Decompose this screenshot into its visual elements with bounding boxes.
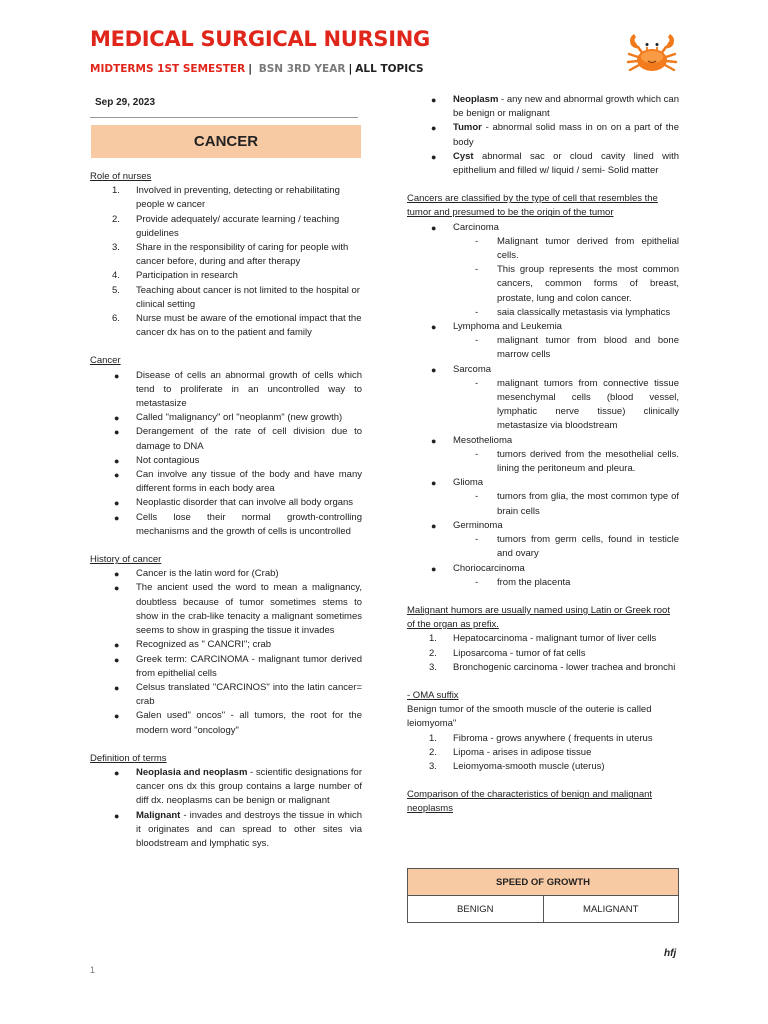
sub-list-item: - from the placenta	[407, 576, 679, 590]
sub-list-item: - Malignant tumor derived from epithelial cells.	[407, 235, 679, 263]
list-item: 3. Bronchogenic carcinoma - lower trachea and bronchi	[429, 661, 676, 673]
term-definition: - scientific designations for cancer ons dx this group contains a large number of diff dx. neoplasms can be benign or malignant	[136, 766, 362, 807]
bullet-icon: ●	[431, 95, 437, 105]
list-item: ● Cells lose their normal growth-controlling mechanisms and the growth of cells is uncontrolled	[90, 511, 362, 539]
sub-list-item: - tumors from germ cells, found in testicle and ovary	[407, 533, 679, 561]
dash-icon: -	[475, 235, 479, 247]
list-item: ● Galen used" oncos" - all tumors, the root for the modern word "oncology"	[90, 709, 362, 737]
list-item: 4. Participation in research	[112, 270, 238, 282]
dash-icon: -	[475, 448, 479, 460]
list-item: ● Called "malignancy" orl "neoplanm" (new growth)	[90, 411, 362, 425]
cancer-list	[90, 369, 362, 539]
dash-icon: -	[475, 335, 479, 347]
dash-icon: -	[475, 576, 479, 588]
bullet-icon: ●	[114, 654, 120, 665]
oma-heading: - OMA suffix	[407, 689, 459, 701]
divider	[90, 117, 358, 118]
role-of-nurses-heading: Role of nurses	[90, 171, 152, 182]
naming-list	[407, 632, 679, 675]
bullet-icon: ●	[114, 711, 120, 722]
bullet-icon: ●	[114, 583, 120, 594]
bullet-icon: ●	[114, 427, 120, 438]
list-item: ● Disease of cells an abnormal growth of cells which tend to proliferate in an uncontrolled way to metastasize	[90, 369, 362, 412]
bullet-icon: ●	[431, 222, 437, 233]
bullet-icon: ●	[431, 151, 437, 162]
definitions-heading: Definition of terms	[90, 752, 167, 764]
subtitle-topics: ALL TOPICS	[355, 63, 424, 75]
term: Neoplasm	[453, 94, 499, 105]
section-title-cancer: CANCER	[91, 125, 361, 158]
term: Tumor	[453, 122, 482, 134]
list-item: ● Derangement of the rate of cell division due to damage to DNA	[90, 425, 362, 453]
bullet-icon: ●	[431, 520, 437, 531]
list-item: 3. Share in the responsibility of caring for people with cancer before, during and after therapy	[112, 242, 349, 268]
author-signature: hfj	[664, 948, 677, 959]
oma-intro: Benign tumor of the smooth muscle of the outerie is called leiomyoma"	[407, 704, 652, 730]
table-cell-benign: BENIGN	[408, 896, 544, 923]
list-item	[407, 121, 679, 149]
subtitle-year: BSN 3RD YEAR	[258, 63, 346, 75]
definitions-list	[90, 766, 362, 851]
table-row	[408, 869, 679, 896]
bullet-icon: ●	[114, 810, 120, 821]
sub-list-item: - malignant tumors from connective tissue mesenchymal cells (blood vessel, lymphatic nerve tissue) clinically metastasize via bloodstream	[407, 377, 679, 434]
subtitle-term: MIDTERMS 1ST SEMESTER	[90, 63, 246, 75]
list-item: ● Not contagious	[90, 454, 362, 468]
document-subtitle	[90, 63, 424, 75]
bullet-icon: ●	[431, 563, 437, 574]
table-row	[408, 896, 679, 923]
dash-icon: -	[475, 491, 479, 503]
left-column	[90, 170, 362, 851]
history-list	[90, 567, 362, 737]
list-item: ● Recognized as " CANCRI"; crab	[90, 638, 362, 652]
list-item: 1. Hepatocarcinoma - malignant tumor of liver cells	[429, 633, 657, 645]
subtitle-separator: |	[248, 63, 253, 75]
history-heading: History of cancer	[90, 554, 162, 566]
naming-heading: Malignant humors are usually named using Latin or Greek root of the organ as prefix.	[407, 604, 670, 631]
dash-icon: -	[475, 377, 479, 389]
bullet-icon: ●	[431, 435, 437, 446]
subtitle-separator: |	[348, 63, 353, 75]
oma-list	[407, 732, 679, 775]
list-item: ● Cancer is the latin word for (Crab)	[90, 567, 362, 581]
list-item	[90, 809, 362, 852]
list-item: 6. Nurse must be aware of the emotional impact that the cancer dx has on to the patient and family	[112, 313, 362, 339]
term-definition: - abnormal solid mass in on on a part of the body	[453, 122, 679, 148]
bullet-icon: ●	[114, 470, 120, 481]
dash-icon: -	[475, 534, 479, 546]
list-item	[90, 766, 362, 809]
bullet-icon: ●	[114, 413, 120, 424]
term: Malignant	[136, 809, 181, 821]
sub-list-item: - tumors from glia, the most common type of brain cells	[407, 490, 679, 518]
list-item: ● Mesothelioma	[407, 434, 679, 448]
list-item: ● Glioma	[407, 476, 679, 490]
bullet-icon: ●	[114, 682, 120, 693]
definitions-list-continued	[407, 93, 679, 178]
table-title: SPEED OF GROWTH	[408, 869, 679, 896]
sub-list-item: - tumors derived from the mesothelial cells. lining the peritoneum and pleura.	[407, 448, 679, 476]
bullet-icon: ●	[431, 478, 437, 489]
sub-list-item: - saia classically metastasis via lymphatics	[407, 306, 679, 320]
bullet-icon: ●	[114, 498, 120, 509]
list-item: ● Neoplastic disorder that can involve all body organs	[90, 496, 362, 510]
bullet-icon: ●	[114, 569, 120, 580]
list-item: 2. Provide adequately/ accurate learning / teaching guidelines	[112, 213, 340, 239]
list-item: ● Carcinoma	[407, 221, 679, 235]
term: Cyst	[453, 150, 474, 162]
classification-list	[407, 221, 679, 590]
sub-list-item: - malignant tumor from blood and bone marrow cells	[407, 334, 679, 362]
page-number: 1	[90, 965, 96, 975]
bullet-icon: ●	[114, 455, 120, 466]
list-item: ● The ancient used the word to mean a malignancy, doubtless because of tumor sometimes stems to show in the crab-like tenacity a malignant sometimes seems to show in grasping the tissue it invades	[90, 581, 362, 638]
list-item: ● Choriocarcinoma	[407, 562, 679, 576]
bullet-icon: ●	[431, 322, 437, 333]
term: Neoplasia and neoplasm	[136, 766, 248, 778]
list-item: ● Greek term: CARCINOMA - malignant tumor derived from epithelial cells	[90, 653, 362, 681]
comparison-table	[407, 868, 679, 923]
term-definition: - any new and abnormal growth which can be benign or malignant	[453, 94, 680, 120]
dash-icon: -	[475, 306, 479, 318]
classification-heading: Cancers are classified by the type of cell that resembles the tumor and presumed to be the origin of the tumor	[407, 193, 658, 219]
list-item	[407, 93, 679, 121]
list-item: 2. Liposarcoma - tumor of fat cells	[429, 647, 586, 659]
list-item	[407, 150, 679, 178]
bullet-icon: ●	[114, 767, 120, 778]
sub-list-item: - This group represents the most common cancers, common forms of breast, prostate, lung and colon cancer.	[407, 263, 679, 306]
list-item: ● Lymphoma and Leukemia	[407, 320, 679, 334]
bullet-icon: ●	[114, 512, 120, 523]
cancer-heading: Cancer	[90, 355, 121, 367]
list-item: 2. Lipoma - arises in adipose tissue	[429, 746, 592, 758]
bullet-icon: ●	[114, 370, 120, 381]
list-item: 5. Teaching about cancer is not limited to the hospital or clinical setting	[112, 284, 360, 310]
term-definition: abnormal sac or cloud cavity lined with epithelium and filled w/ liquid / semi- Solid matter	[453, 150, 679, 177]
list-item: 3. Leiomyoma-smooth muscle (uterus)	[429, 760, 605, 772]
term-definition: - invades and destroys the tissue in which it originates and can spread to other sites via bloodstream and lymphatic sys.	[136, 809, 362, 849]
right-column	[407, 93, 679, 817]
bullet-icon: ●	[114, 640, 120, 651]
list-item: ● Can involve any tissue of the body and have many different forms in each body area	[90, 468, 362, 496]
document-date: Sep 29, 2023	[95, 97, 156, 108]
role-of-nurses-list	[90, 184, 362, 340]
dash-icon: -	[475, 264, 479, 276]
list-item: 1. Fibroma - grows anywhere ( frequents in uterus	[429, 732, 653, 744]
comparison-heading: Comparison of the characteristics of benign and malignant neoplasms	[407, 789, 653, 815]
list-item: ● Sarcoma	[407, 363, 679, 377]
bullet-icon: ●	[431, 123, 437, 134]
document-title: MEDICAL SURGICAL NURSING	[90, 27, 430, 51]
bullet-icon: ●	[431, 364, 437, 375]
list-item: 1. Involved in preventing, detecting or rehabilitating people w cancer	[112, 185, 340, 211]
list-item: ● Celsus translated "CARCINOS" into the latin cancer= crab	[90, 681, 362, 709]
table-cell-malignant: MALIGNANT	[543, 896, 679, 923]
crab-icon	[624, 30, 680, 78]
list-item: ● Germinoma	[407, 519, 679, 533]
